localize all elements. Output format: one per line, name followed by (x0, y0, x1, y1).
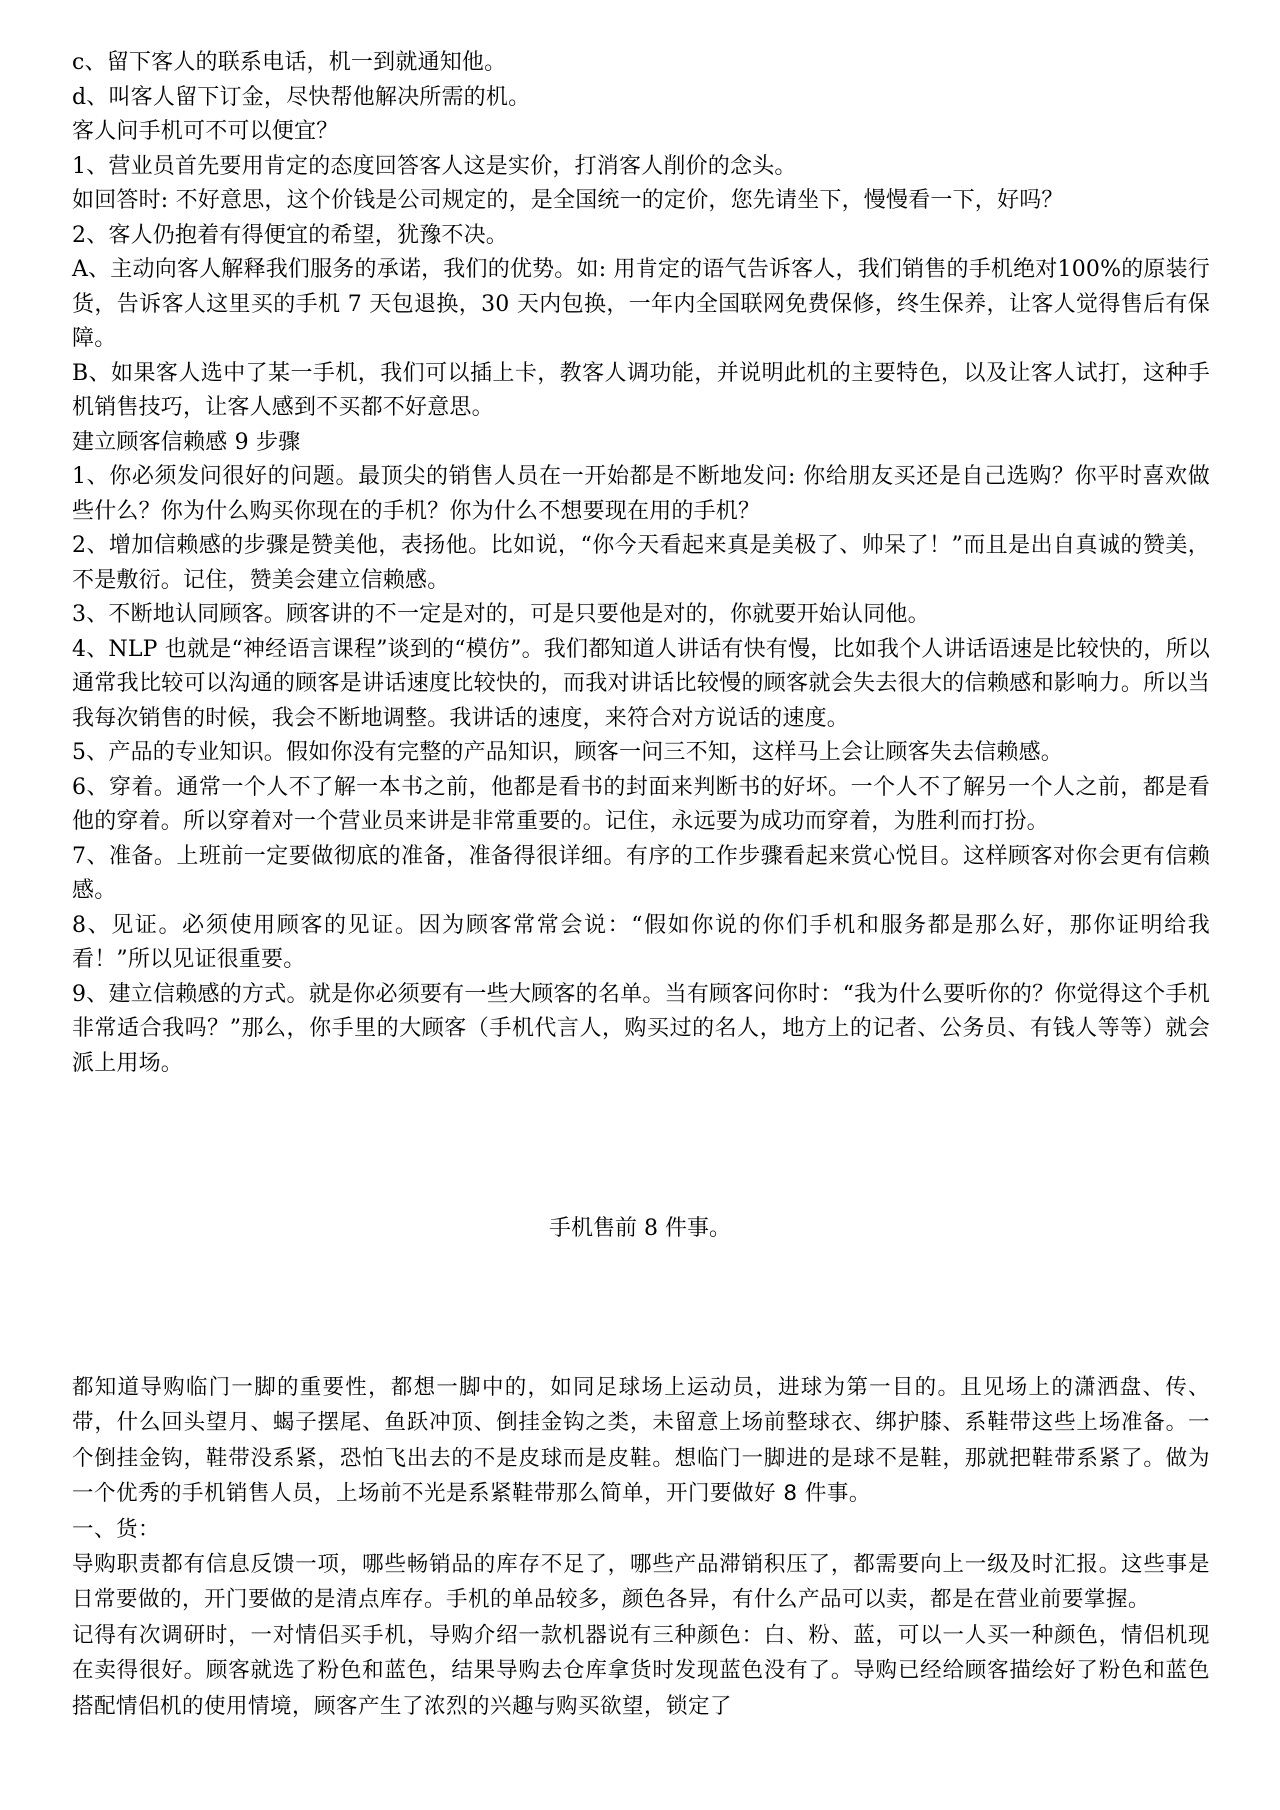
paragraph: 都知道导购临门一脚的重要性，都想一脚中的，如同足球场上运动员，进球为第一目的。且见场上的潇洒盘、传、带，什么回头望月、蝎子摆尾、鱼跃冲顶、倒挂金钩之类，未留意上场前整球衣、绑护膝、系鞋带这些上场准备。一个倒挂金钩，鞋带没系紧，恐怕飞出去的不是皮球而是皮鞋。想临门一脚进的是球不是鞋，那就把鞋带系紧了。做为一个优秀的手机销售人员，上场前不光是系紧鞋带那么简单，开门要做好 8 件事。 (72, 1375, 1210, 1507)
paragraph: 建立顾客信赖感 9 步骤 (72, 429, 301, 455)
paragraph: d、叫客人留下订金，尽快帮他解决所需的机。 (72, 84, 531, 110)
paragraph: c、留下客人的联系电话，机一到就通知他。 (72, 50, 507, 75)
paragraph: 导购职责都有信息反馈一项，哪些畅销品的库存不足了，哪些产品滞销积压了，都需要向上一级及时汇报。这些事是日常要做的，开门要做的是清点库存。手机的单品较多，颜色各异，有什么产品可以卖，都是在营业前要掌握。 (72, 1552, 1210, 1613)
paragraph: 1、营业员首先要用肯定的态度回答客人这是实价，打消客人削价的念头。 (72, 153, 797, 179)
paragraph: 1、你必须发问很好的问题。最顶尖的销售人员在一开始都是不断地发问: 你给朋友买还是自己选购？你平时喜欢做些什么？你为什么购买你现在的手机？你为什么不想要现在用的手机？ (72, 464, 1210, 524)
paragraph: 如回答时: 不好意思，这个价钱是公司规定的，是全国统一的定价，您先请坐下，慢慢看一下，好吗？ (72, 188, 1064, 213)
paragraph: 7、准备。上班前一定要做彻底的准备，准备得很详细。有序的工作步骤看起来赏心悦目。这样顾客对你会更有信赖感。 (72, 843, 1210, 903)
paragraph: 一、货： (72, 1516, 161, 1542)
paragraph: 5、产品的专业知识。假如你没有完整的产品知识，顾客一问三不知，这样马上会让顾客失去信赖感。 (72, 740, 1064, 765)
paragraph: 4、NLP 也就是“神经语言课程”谈到的“模仿”。我们都知道人讲话有快有慢，比如我个人讲话语速是比较快的，所以通常我比较可以沟通的顾客是讲话速度比较快的，而我对讲话比较慢的顾客就会失去很大的信赖感和影响力。所以当我每次销售的时候，我会不断地调整。我讲话的速度，来符合对方说话的速度。 (72, 636, 1210, 731)
paragraph: 9、建立信赖感的方式。就是你必须要有一些大顾客的名单。当有顾客问你时：“我为什么要听你的？你觉得这个手机非常适合我吗？”那么，你手里的大顾客（手机代言人，购买过的名人，地方上的记者、公务员、有钱人等等）就会派上用场。 (72, 981, 1210, 1076)
paragraph: 2、客人仍抱着有得便宜的希望，犹豫不决。 (72, 222, 508, 248)
paragraph: 8、见证。必须使用顾客的见证。因为顾客常常会说：“假如你说的你们手机和服务都是那么好，那你证明给我看！”所以见证很重要。 (72, 912, 1210, 972)
paragraph: 记得有次调研时，一对情侣买手机，导购介绍一款机器说有三种颜色：白、粉、蓝，可以一人买一种颜色，情侣机现在卖得很好。顾客就选了粉色和蓝色，结果导购去仓库拿货时发现蓝色没有了。导购已经给顾客描绘好了粉色和蓝色搭配情侣机的使用情境，顾客产生了浓烈的兴趣与购买欲望，锁定了 (72, 1622, 1210, 1719)
paragraph: A、主动向客人解释我们服务的承诺，我们的优势。如: 用肯定的语气告诉客人，我们销售的手机绝对100%的原装行货，告诉客人这里买的手机 7 天包退换，30 天内包换，一年内全国联网免费保修，终生保养，让客人觉得售后有保障。 (72, 257, 1210, 351)
paragraph: 3、不断地认同顾客。顾客讲的不一定是对的，可是只要他是对的，你就要开始认同他。 (72, 602, 930, 627)
paragraph: B、如果客人选中了某一手机，我们可以插上卡，教客人调功能，并说明此机的主要特色，以及让客人试打，这种手机销售技巧，让客人感到不买都不好意思。 (72, 360, 1210, 420)
section-title: 手机售前 8 件事。 (549, 1216, 731, 1241)
paragraph: 6、穿着。通常一个人不了解一本书之前，他都是看书的封面来判断书的好坏。一个人不了解另一个人之前，都是看他的穿着。所以穿着对一个营业员来讲是非常重要的。记住，永远要为成功而穿着，为胜利而打扮。 (72, 774, 1210, 834)
section-presale-eight-things (72, 1370, 1210, 1724)
paragraph: 客人问手机可不可以便宜？ (72, 119, 339, 144)
paragraph: 2、增加信赖感的步骤是赞美他，表扬他。比如说，“你今天看起来真是美极了、帅呆了！”而且是出自真诚的赞美，不是敷衍。记住，赞美会建立信赖感。 (72, 533, 1210, 593)
section-customer-service (72, 46, 1210, 1081)
